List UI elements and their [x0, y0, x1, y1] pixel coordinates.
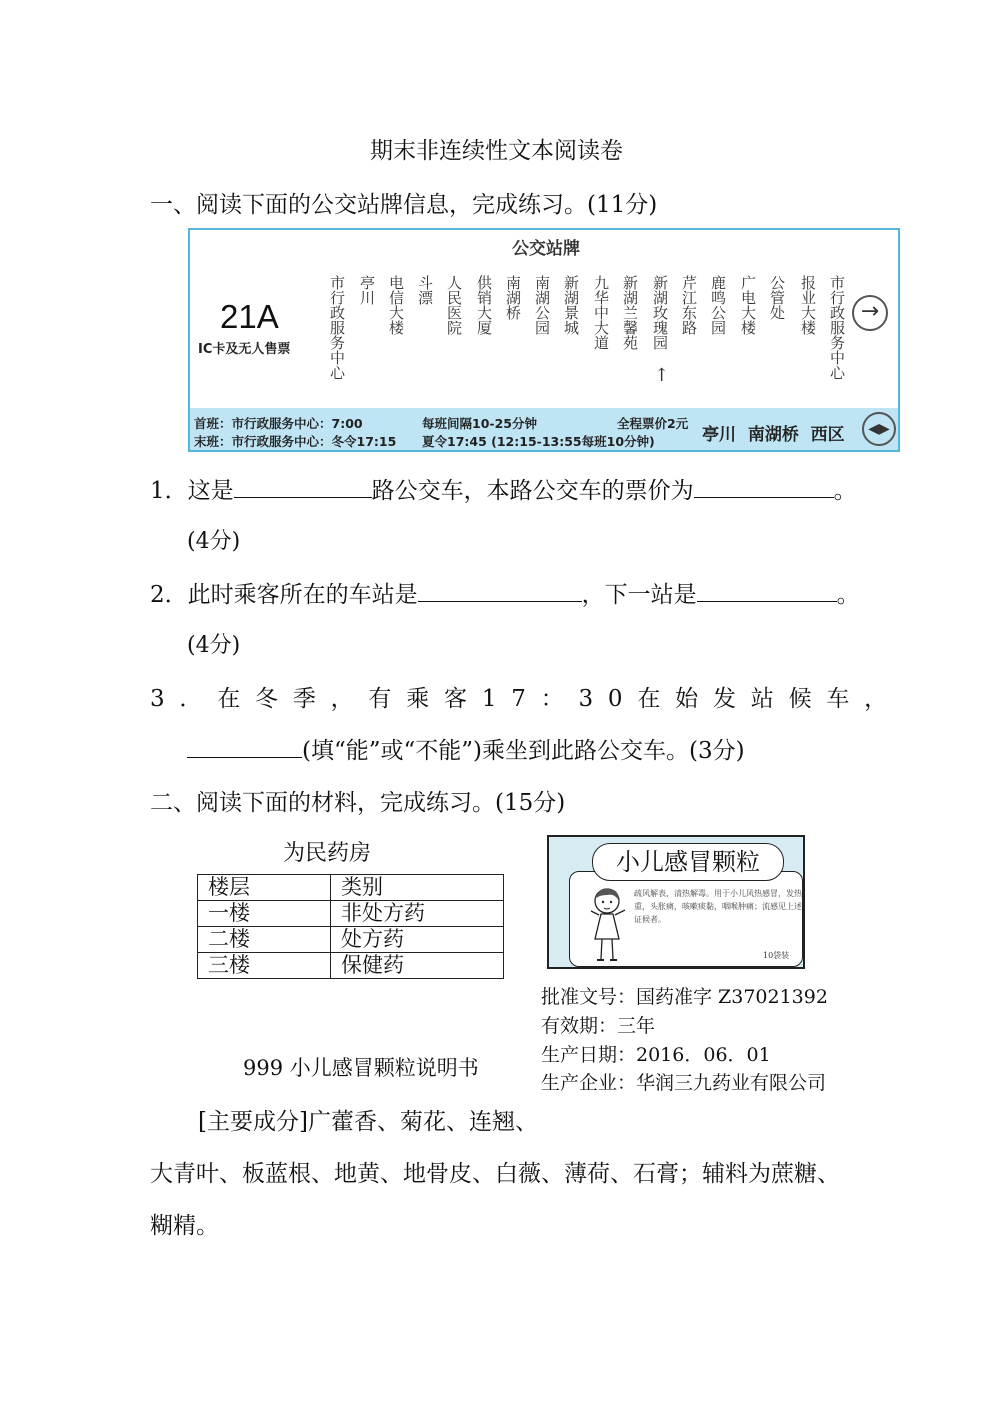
q2-score: (4分) — [187, 633, 241, 658]
stop-11: 新湖兰馨苑 — [621, 275, 639, 350]
medicine-box-image — [547, 835, 805, 969]
stop-8: 南湖公园 — [533, 275, 551, 335]
first-bus: 首班：市行政服务中心：7:00 — [194, 416, 363, 431]
answer-blank-1a[interactable] — [234, 475, 372, 498]
bus-stop-sign — [188, 228, 900, 452]
transfer-stops: 亭川 南湖桥 西区 — [702, 425, 845, 445]
page-title: 期末非连续性文本阅读卷 — [370, 138, 623, 164]
manual-title: 999 小儿感冒颗粒说明书 — [243, 1056, 479, 1080]
production-date: 生产日期：2016．06．01 — [541, 1044, 771, 1066]
approval-number: 批准文号：国药准字 Z37021392 — [541, 986, 828, 1008]
stop-1: 市行政服务中心 — [328, 275, 346, 380]
question-3: 3．在冬季，有乘客17：30在始发站候车， — [150, 686, 902, 712]
table-cell: 一楼 — [198, 901, 331, 927]
table-cell: 二楼 — [198, 927, 331, 953]
stop-5: 人民医院 — [445, 275, 463, 335]
stop-7: 南湖桥 — [504, 275, 522, 320]
ingredients-line-1: [主要成分]广藿香、菊花、连翘、 — [198, 1109, 538, 1135]
table-header-floor: 楼层 — [198, 875, 331, 901]
table-row — [198, 875, 504, 901]
fare: 全程票价2元 — [617, 416, 689, 431]
section1-heading: 一、阅读下面的公交站牌信息，完成练习。(11分) — [150, 192, 658, 218]
question-1: 1．这是 路公交车，本路公交车的票价为 。 — [150, 472, 857, 505]
stop-18: 市行政服务中心 — [828, 275, 846, 380]
stop-15: 广电大楼 — [739, 275, 757, 335]
box-quantity: 10袋装 — [763, 951, 790, 960]
ingredients-line-3: 糊精。 — [150, 1213, 219, 1239]
direction-arrow-icon: → — [852, 295, 888, 331]
stop-9: 新湖景城 — [562, 275, 580, 335]
stop-16: 公管处 — [768, 275, 786, 320]
section2-heading: 二、阅读下面的材料，完成练习。(15分) — [150, 790, 566, 816]
table-row — [198, 927, 504, 953]
ticket-type: IC卡及无人售票 — [198, 342, 291, 357]
last-bus: 末班：市行政服务中心：冬令17:15 — [194, 434, 397, 449]
box-indications: 疏风解表，清热解毒。用于小儿风热感冒，发热重，头胀痛，咳嗽痰黏，咽喉肿痛；流感见上述证候者。 — [634, 889, 802, 924]
stop-10: 九华中大道 — [592, 275, 610, 350]
table-cell: 处方药 — [331, 927, 504, 953]
stop-17: 报业大楼 — [799, 275, 817, 335]
summer-schedule: 夏令17:45 (12:15-13:55每班10分钟) — [422, 434, 655, 449]
answer-blank-3[interactable] — [187, 735, 302, 758]
question-2: 2．此时乘客所在的车站是 ，下一站是 。 — [150, 576, 860, 609]
table-row — [198, 953, 504, 979]
stop-14: 鹿鸣公园 — [709, 275, 727, 335]
stop-13: 芹江东路 — [680, 275, 698, 335]
table-cell: 非处方药 — [331, 901, 504, 927]
sign-info-band — [190, 408, 898, 450]
table-cell: 三楼 — [198, 953, 331, 979]
interval: 每班间隔10-25分钟 — [422, 416, 537, 431]
table-cell: 保健药 — [331, 953, 504, 979]
validity: 有效期：三年 — [541, 1015, 656, 1037]
ingredients-line-2: 大青叶、板蓝根、地黄、地骨皮、白薇、薄荷、石膏；辅料为蔗糖、 — [150, 1161, 840, 1187]
pharmacy-title: 为民药房 — [283, 841, 372, 866]
stop-12: 新湖玫瑰园 — [651, 275, 669, 350]
both-direction-icon: ◀▶ — [862, 412, 896, 446]
stop-2: 亭川 — [358, 275, 376, 305]
table-row — [198, 901, 504, 927]
question-3-line2: (填“能”或“不能”)乘坐到此路公交车。(3分) — [187, 732, 745, 765]
route-number: 21A — [220, 298, 279, 335]
table-header-category: 类别 — [331, 875, 504, 901]
pharmacy-table — [197, 874, 504, 979]
child-illustration-icon — [577, 883, 633, 965]
sign-title: 公交站牌 — [512, 239, 580, 259]
q1-score: (4分) — [187, 529, 241, 554]
answer-blank-2b[interactable] — [697, 579, 837, 602]
current-stop-arrow-icon: ↑ — [654, 365, 670, 386]
box-title: 小儿感冒颗粒 — [592, 843, 784, 881]
answer-blank-1b[interactable] — [694, 475, 834, 498]
stop-4: 斗漂 — [416, 275, 434, 305]
stop-3: 电信大楼 — [387, 275, 405, 335]
manufacturer: 生产企业：华润三九药业有限公司 — [541, 1072, 827, 1094]
answer-blank-2a[interactable] — [418, 579, 582, 602]
stop-6: 供销大厦 — [475, 275, 493, 335]
